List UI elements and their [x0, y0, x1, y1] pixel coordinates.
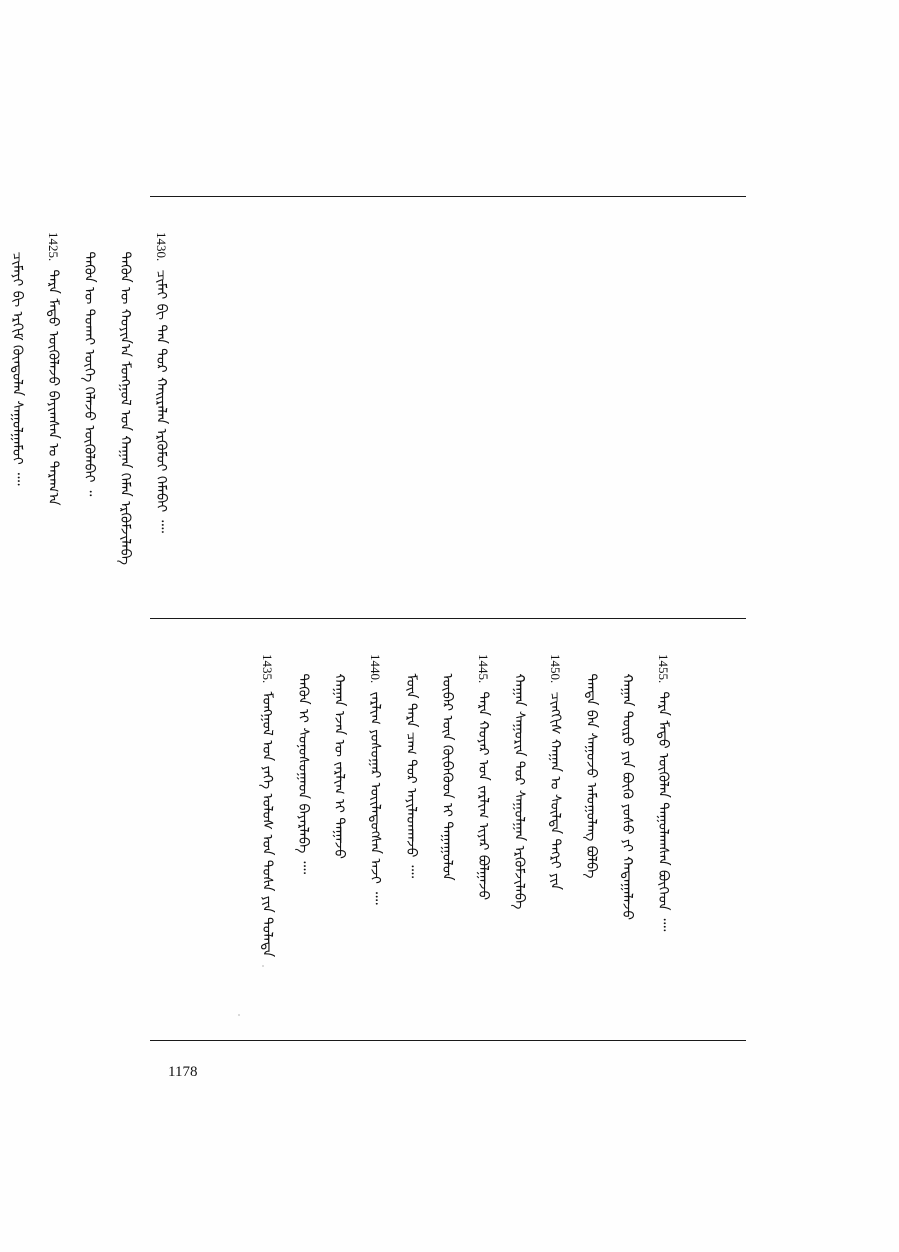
verse-line — [118, 232, 132, 565]
verse-line — [440, 654, 454, 881]
horizontal-rule-top — [150, 196, 746, 197]
verse-line-number-blank — [404, 654, 419, 674]
verse-line-number: 1430. — [154, 232, 169, 262]
verse-line-number-blank — [82, 232, 97, 252]
horizontal-rule-middle — [150, 618, 746, 619]
verse-line — [154, 232, 168, 533]
verse-line — [404, 654, 418, 878]
verse-line-number: 1435. — [260, 654, 275, 684]
verse-line-number: 1440. — [368, 654, 383, 684]
verse-line — [332, 654, 346, 859]
verse-line-text: ᠲᠡᠨᠳᠡ ᠪᠡᠨ ᠰᠠᠭᠤᠵᠤ ᠠᠮᠤᠭᠤᠯᠠᠩ ᠪᠣᠯᠪᠠ — [583, 673, 599, 879]
verse-line-text: ᠬᠠᠭᠠᠨ ᠲᠥᠷᠦ ᠶᠢᠨ ᠪᠥᠬᠦ ᠶᠣᠰᠣ ᠶᠢ ᠬᠠᠳᠠᠭᠠᠯᠠᠵᠤ — [619, 673, 635, 921]
verse-line-text: ᠲᠡᠷᠡ ᠮᠡᠲᠦ ᠥᠭᠦᠯᠡᠨ ᠳᠠᠭᠤᠯᠠᠭᠰᠠᠨ ᠪᠥᠭᠡᠳ ᠁ — [655, 691, 671, 932]
verse-line-text: ᠥᠪᠡᠷ ᠦᠨ ᠬᠥᠪᠡᠭᠦᠳ ᠢ ᠳᠠᠭᠠᠭᠤᠯᠤᠨ — [439, 673, 455, 881]
verse-line-number-blank — [620, 654, 635, 674]
verse-line-text: ᠮᠣᠩᠭᠣᠯ ᠤᠨ ᠶᠡᠬᠡ ᠤᠯᠤᠰ ᠤᠨ ᠲᠤᠰᠠ ᠶᠢᠨ ᠲᠤᠯᠠᠳᠠ — [259, 691, 275, 958]
verse-line-text: ᠮᠥᠨ ᠲᠡᠷᠡ ᠴᠠᠭ ᠲᠤᠷ ᠠᠶᠢᠯᠠᠳᠬᠠᠵᠤ ᠁ — [403, 673, 419, 879]
verse-line — [368, 654, 382, 905]
verse-line-text: ᠬᠠᠭᠠᠨ ᠰᠠᠭᠤᠷᠢᠨ ᠳᠤᠷ ᠰᠠᠭᠤᠯᠭᠠᠨ ᠡᠷᠭᠦᠮᠵᠢᠯᠡᠪᠡ — [511, 673, 527, 910]
verse-line-number-blank — [584, 654, 599, 674]
verse-line-text: ᠲᠡᠭᠦᠨ ᠦ ᠬᠣᠶᠢᠨ᠎ᠠ ᠮᠣᠩᠭᠣᠯ ᠤᠨ ᠬᠠᠭᠠᠨ ᠬᠡᠮᠡᠨ ᠡᠷᠭᠦᠮᠵᠢᠯᠡᠪᠡ — [117, 251, 133, 565]
verse-line-text: ᠲᠡᠷᠡ ᠬᠣᠶᠠᠷ ᠤᠨ ᠵᠠᠷᠯᠢᠭ ᠢᠶᠠᠷ ᠪᠣᠯᠭᠠᠵᠤ — [475, 691, 491, 901]
scan-speckle — [262, 965, 264, 967]
verse-line-number-blank — [440, 654, 455, 674]
horizontal-rule-bottom — [150, 1040, 746, 1041]
verse-line — [82, 232, 96, 496]
verse-line — [512, 654, 526, 909]
verse-line-number: 1455. — [656, 654, 671, 684]
verse-line-number-blank — [332, 654, 347, 674]
verse-line-text: ᠴᠢᠮᠠᠢ ᠪᠢ ᠲᠠᠨ ᠳᠤᠷ ᠬᠠᠢᠷᠠᠯᠠᠨ ᠡᠷᠭᠦᠮᠦᠢ ᠬᠡᠮᠡᠪᠡᠢ ᠁ — [153, 269, 169, 533]
verse-line-text: ᠲᠡᠭᠦᠨ ᠦ ᠲᠤᠬᠠᠢ ᠦᠭᠡ ᠬᠡᠯᠡᠵᠦ ᠥᠭᠦᠯᠡᠪᠡᠢ ᠃ — [81, 251, 97, 497]
verse-line-number-blank — [10, 232, 25, 252]
verse-line-text: ᠬᠠᠭᠠᠨ ᠡᠵᠡᠨ ᠦ ᠵᠠᠷᠯᠢᠭ ᠢ ᠳᠠᠭᠠᠵᠤ — [331, 673, 347, 859]
verse-line — [296, 654, 310, 874]
verse-line-number: 1425. — [46, 232, 61, 262]
verse-line — [584, 654, 598, 879]
verse-line — [620, 654, 634, 920]
verse-line-text: ᠴᠢᠮᠠᠶᠢ ᠪᠢ ᠡᠷᠬᠢᠮ ᠬᠦᠨᠳᠦᠯᠡᠨ ᠰᠠᠭᠤᠯᠭᠠᠮᠤᠢ ᠁ — [9, 251, 25, 486]
verse-line-number: 1450. — [548, 654, 563, 684]
verse-line — [476, 654, 490, 900]
page-number: 1178 — [168, 1064, 198, 1080]
verse-line-number: 1445. — [476, 654, 491, 684]
verse-line — [656, 654, 670, 931]
verse-line-text: ᠵᠠᠷᠯᠢᠭ ᠶᠣᠰᠣᠭᠠᠷ ᠦᠢᠯᠡᠳᠦᠭᠰᠡᠨ ᠠᠵᠢ ᠁ — [367, 691, 383, 905]
verse-line — [548, 654, 562, 890]
verse-line-number-blank — [296, 654, 311, 674]
verse-line-text: ᠲᠡᠭᠦᠨ ᠢ ᠰᠣᠨᠣᠰᠤᠭᠠᠳ ᠪᠠᠶᠠᠷᠯᠠᠪᠠ ᠁ — [295, 673, 311, 875]
verse-line-number-blank — [118, 232, 133, 252]
verse-line-text: ᠲᠡᠷᠡ ᠮᠡᠲᠦ ᠥᠭᠦᠯᠡᠵᠦ ᠪᠠᠶᠢᠭᠰᠠᠨ ᠤ ᠳᠠᠷᠠᠭ᠎ᠠ — [45, 269, 61, 506]
verse-line — [10, 232, 24, 486]
verse-line-number-blank — [512, 654, 527, 674]
verse-line — [46, 232, 60, 505]
verse-line — [260, 654, 274, 957]
verse-line-text: ᠴᠢᠩᠭᠢᠰ ᠬᠠᠭᠠᠨ ᠤ ᠰᠦᠯᠳᠡ ᠲᠡᠭᠷᠢ ᠶᠢᠨ — [547, 691, 563, 890]
scan-speckle — [238, 1014, 240, 1016]
